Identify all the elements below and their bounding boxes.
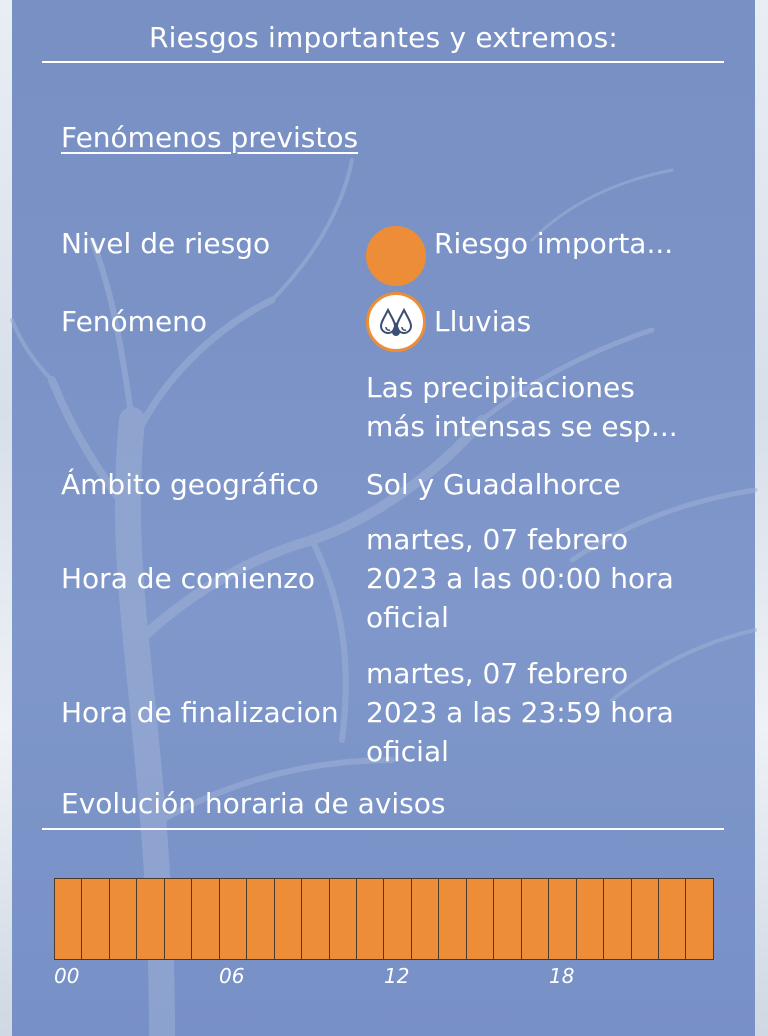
hour-cell[interactable] — [494, 879, 521, 959]
hour-cell[interactable] — [82, 879, 109, 959]
hour-cell[interactable] — [659, 879, 686, 959]
rain-drops-icon — [366, 292, 426, 352]
start-time-label: Hora de comienzo — [61, 562, 316, 595]
hour-cell[interactable] — [275, 879, 302, 959]
hour-cell[interactable] — [357, 879, 384, 959]
hour-cell[interactable] — [110, 879, 137, 959]
hour-tick-label: 12 — [384, 964, 410, 988]
hour-cell[interactable] — [302, 879, 329, 959]
hour-tick-label: 00 — [54, 964, 80, 988]
hour-cell[interactable] — [55, 879, 82, 959]
description-line-1: Las precipitaciones — [366, 371, 635, 404]
warning-details[interactable] — [12, 216, 755, 768]
hour-cell[interactable] — [577, 879, 604, 959]
hour-tick-label: 18 — [549, 964, 575, 988]
description-line-2[interactable]: más intensas se esp... — [366, 410, 678, 443]
hour-cell[interactable] — [549, 879, 576, 959]
risk-level-indicator — [366, 226, 426, 286]
area-value: Sol y Guadalhorce — [366, 468, 621, 501]
evolution-divider — [42, 828, 724, 830]
start-time-line-3: oficial — [366, 601, 449, 634]
page-title: Riesgos importantes y extremos: — [149, 21, 618, 54]
phenomenon-label: Fenómeno — [61, 305, 208, 338]
hour-tick-label: 06 — [219, 964, 245, 988]
risk-level-value: Riesgo importa... — [434, 227, 674, 260]
end-time-label: Hora de finalizacion — [61, 696, 339, 729]
start-time-line-1: martes, 07 febrero — [366, 523, 629, 556]
risk-level-label: Nivel de riesgo — [61, 227, 271, 260]
hour-cell[interactable] — [604, 879, 631, 959]
start-time-line-2: 2023 a las 00:00 hora — [366, 562, 674, 595]
hourly-warning-timeline[interactable] — [54, 878, 714, 960]
hour-cell[interactable] — [467, 879, 494, 959]
hour-cell[interactable] — [439, 879, 466, 959]
hour-cell[interactable] — [192, 879, 219, 959]
area-label: Ámbito geográfico — [61, 468, 319, 501]
title-divider — [42, 61, 724, 63]
hour-cell[interactable] — [220, 879, 247, 959]
hour-cell[interactable] — [330, 879, 357, 959]
snow-frame-left — [0, 0, 12, 1036]
end-time-line-2: 2023 a las 23:59 hora — [366, 696, 674, 729]
snow-frame-right — [755, 0, 768, 1036]
hour-cell[interactable] — [165, 879, 192, 959]
hour-cell[interactable] — [137, 879, 164, 959]
end-time-line-1: martes, 07 febrero — [366, 657, 629, 690]
hourly-evolution-title: Evolución horaria de avisos — [61, 787, 446, 820]
hour-cell[interactable] — [247, 879, 274, 959]
end-time-line-3: oficial — [366, 735, 449, 768]
hour-cell[interactable] — [632, 879, 659, 959]
warning-panel[interactable] — [12, 0, 755, 1036]
forecast-phenomena-link[interactable]: Fenómenos previstos — [61, 121, 359, 154]
hour-cell[interactable] — [522, 879, 549, 959]
phenomenon-value: Lluvias — [434, 305, 532, 338]
hour-cell[interactable] — [412, 879, 439, 959]
hour-cell[interactable] — [686, 879, 712, 959]
hour-cell[interactable] — [384, 879, 411, 959]
